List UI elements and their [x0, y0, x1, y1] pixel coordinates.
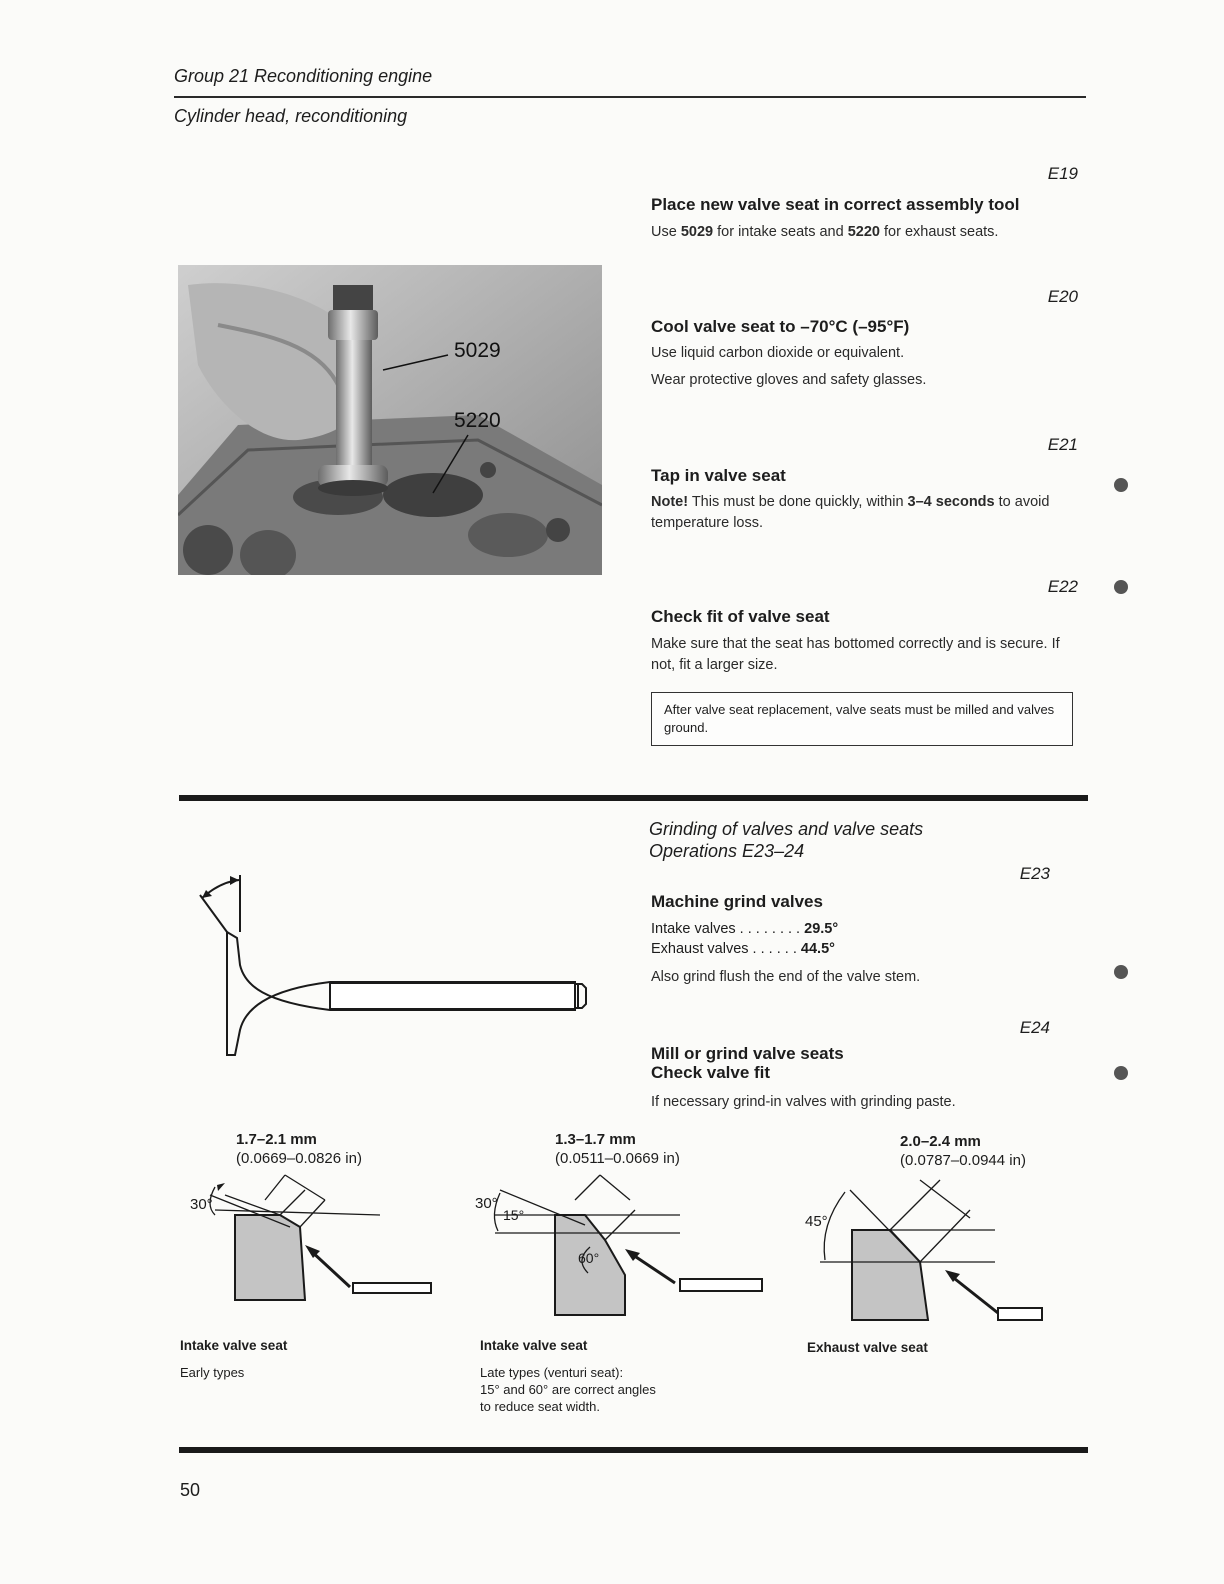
seat-2-angle-30: 30° [475, 1195, 498, 1212]
seat-2-caption-line-2: 15° and 60° are correct angles [480, 1382, 656, 1397]
binder-mark [1114, 478, 1128, 492]
step-text-e20-line-2: Wear protective gloves and safety glasses. [651, 372, 927, 388]
header-rule [174, 96, 1086, 98]
step-text-e23: Also grind flush the end of the valve stem. [651, 969, 921, 985]
step-text-e22: Make sure that the seat has bottomed correctly and is secure. If not, fit a larger size. [651, 636, 1060, 673]
seat-1-mm: 1.7–2.1 mm [236, 1131, 317, 1148]
step-title-e19: Place new valve seat in correct assembly tool [651, 195, 1020, 214]
section-divider-top [179, 795, 1088, 801]
seat-1-inch: (0.0669–0.0826 in) [236, 1150, 362, 1167]
step-code-e21: E21 [1047, 435, 1078, 454]
seat-2-measure [555, 1130, 680, 1168]
seat-2-angle-60: 60° [578, 1250, 600, 1266]
seat-2-caption-title: Intake valve seat [480, 1338, 588, 1353]
step-title-e22: Check fit of valve seat [651, 607, 830, 626]
page-number: 50 [180, 1480, 201, 1500]
step-title-e21: Tap in valve seat [651, 466, 786, 485]
valve-seat-tool-photo [178, 265, 602, 575]
spec-exhaust-valves: Exhaust valves . . . . . . 44.5° [651, 941, 835, 957]
seat-3-diagram [800, 1170, 1060, 1330]
section-subtitle: Cylinder head, reconditioning [174, 106, 408, 126]
seat-2-angle-15: 15° [503, 1207, 525, 1223]
step-text-e21: Note! This must be done quickly, within 3–4 seconds to avoid temperature loss. [651, 494, 1050, 531]
seat-2-caption-line-1: Late types (venturi seat): [480, 1365, 624, 1380]
seat-2-diagram [470, 1165, 770, 1325]
step-code-e19: E19 [1047, 164, 1078, 183]
grinding-title-line-1: Grinding of valves and valve seats [649, 819, 924, 839]
seat-3-inch: (0.0787–0.0944 in) [900, 1152, 1026, 1169]
grinding-title-line-2: Operations E23–24 [649, 841, 805, 861]
photo-label-5029: 5029 [454, 339, 501, 362]
seat-2-caption-line-3: to reduce seat width. [480, 1399, 600, 1414]
step-title-e20: Cool valve seat to –70°C (–95°F) [651, 317, 910, 336]
binder-mark [1114, 965, 1128, 979]
step-text-e19: Use 5029 for intake seats and 5220 for exhaust seats. [651, 224, 999, 240]
step-title-e24-line-1: Mill or grind valve seats [651, 1044, 844, 1063]
seat-2-inch: (0.0511–0.0669 in) [555, 1150, 680, 1167]
valve-diagram [190, 870, 600, 1070]
seat-1-angle: 30° [190, 1196, 213, 1213]
seat-3-measure [900, 1132, 1026, 1170]
seat-1-diagram [185, 1165, 445, 1315]
step-code-e24: E24 [1019, 1018, 1050, 1037]
section-header: Group 21 Reconditioning engine [174, 66, 433, 86]
spec-intake-valves: Intake valves . . . . . . . . 29.5° [651, 921, 839, 937]
seat-3-mm: 2.0–2.4 mm [900, 1133, 981, 1150]
seat-3-caption-title: Exhaust valve seat [807, 1340, 928, 1355]
step-code-e23: E23 [1019, 864, 1050, 883]
seat-1-caption-body: Early types [180, 1365, 245, 1380]
seat-1-caption-title: Intake valve seat [180, 1338, 288, 1353]
step-text-e20-line-1: Use liquid carbon dioxide or equivalent. [651, 345, 905, 361]
step-text-e24: If necessary grind-in valves with grinding paste. [651, 1094, 956, 1110]
step-title-e24-line-2: Check valve fit [651, 1063, 771, 1082]
note-box: After valve seat replacement, valve seats must be milled and valves ground. [651, 692, 1073, 746]
binder-mark [1114, 580, 1128, 594]
step-code-e20: E20 [1047, 287, 1078, 306]
seat-1-measure [236, 1130, 362, 1168]
step-title-e23: Machine grind valves [651, 892, 823, 911]
seat-2-mm: 1.3–1.7 mm [555, 1131, 636, 1148]
step-code-e22: E22 [1047, 577, 1078, 596]
photo-label-5220: 5220 [454, 409, 501, 432]
seat-3-angle: 45° [805, 1213, 828, 1230]
binder-mark [1114, 1066, 1128, 1080]
section-divider-bottom [179, 1447, 1088, 1453]
